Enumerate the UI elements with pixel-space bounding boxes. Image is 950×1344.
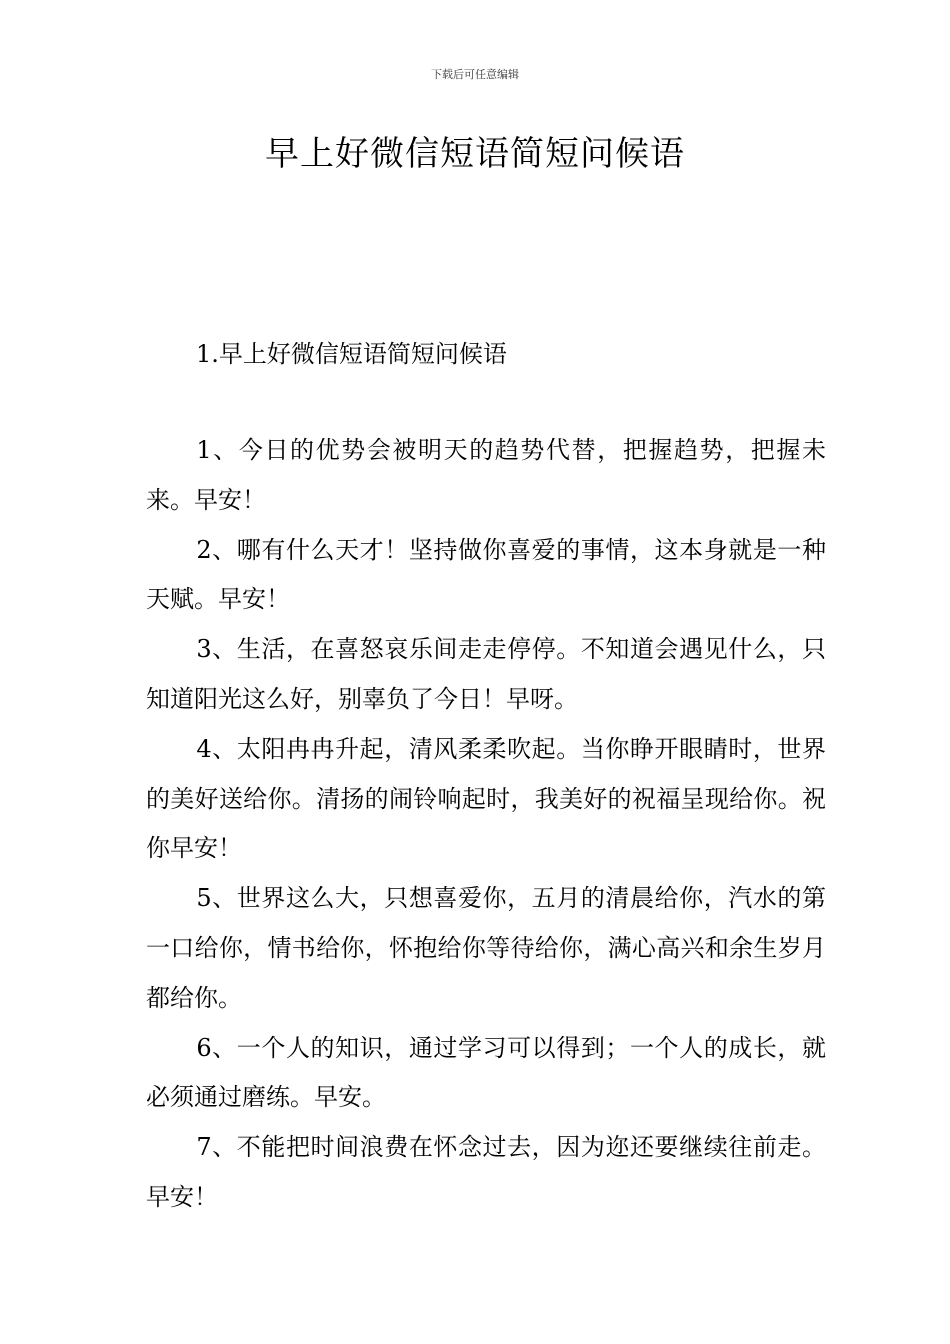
header-note: 下载后可任意编辑 [431,68,519,81]
paragraph-4: 4、太阳冉冉升起，清风柔柔吹起。当你睁开眼睛时，世界的美好送给你。清扬的闹铃响起时，我美好的祝福呈现给你。祝你早安！ [146,734,826,863]
paragraph-5: 5、世界这么大，只想喜爱你，五月的清晨给你，汽水的第一口给你，情书给你，怀抱给你等待给你，满心高兴和余生岁月都给你。 [146,884,826,1012]
section-heading: 1.早上好微信短语简短问候语 [196,340,507,368]
document-body [146,426,826,1223]
paragraph-6: 6、一个人的知识，通过学习可以得到；一个人的成长，就必须通过磨练。早安。 [146,1033,826,1112]
paragraph-1: 1、今日的优势会被明天的趋势代替，把握趋势，把握未来。早安！ [146,436,826,514]
paragraph-7: 7、不能把时间浪费在怀念过去，因为迩还要继续往前走。早安！ [146,1133,826,1211]
paragraph-2: 2、哪有什么天才！坚持做你喜爱的事情，这本身就是一种天赋。早安！ [146,535,826,614]
document-title: 早上好微信短语简短问候语 [265,134,685,174]
paragraph-3: 3、生活，在喜怒哀乐间走走停停。不知道会遇见什么，只知道阳光这么好，别辜负了今日！早呀。 [146,635,826,713]
